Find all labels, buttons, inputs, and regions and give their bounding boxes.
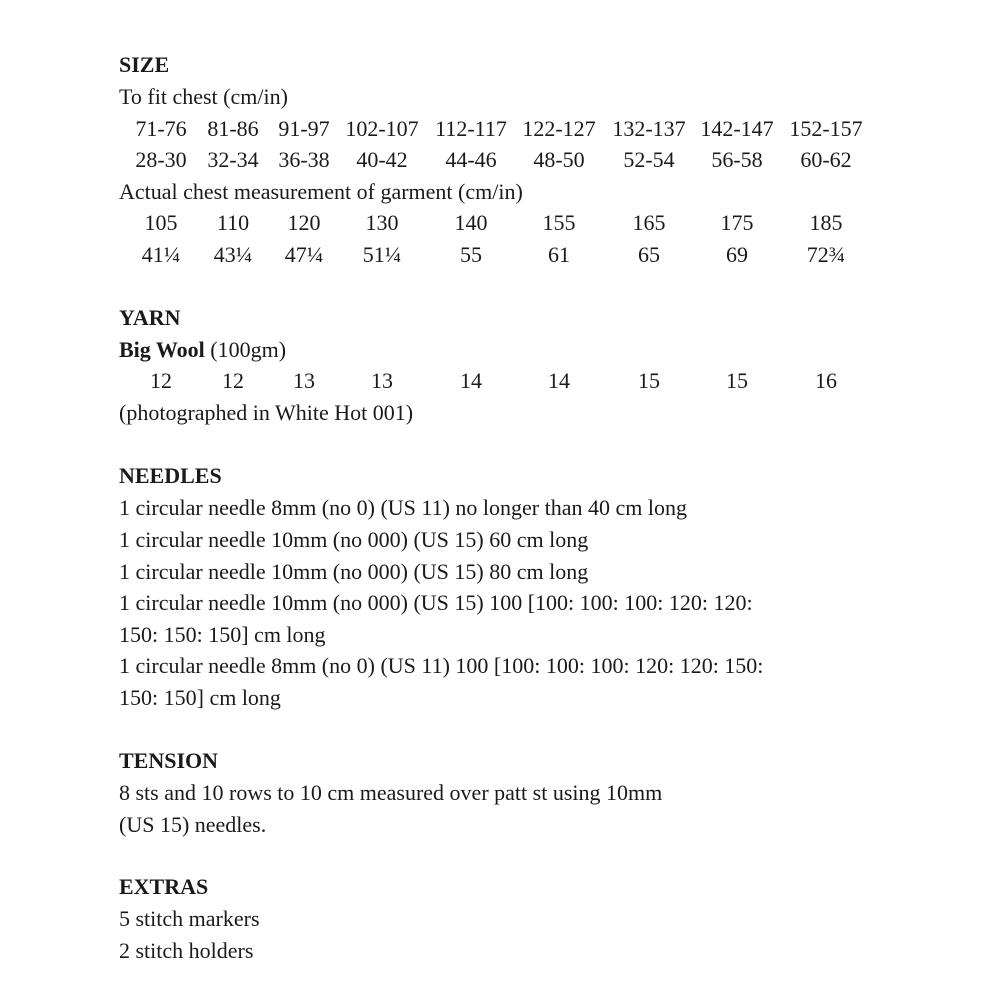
yarn-quantity-row (0, 370, 1000, 396)
size-cell: 56-58 (711, 147, 763, 172)
size-cell: 32-34 (207, 147, 259, 172)
size-cell: 12 (150, 368, 172, 393)
size-cell: 140 (454, 210, 488, 235)
size-cell: 13 (371, 368, 393, 393)
size-cell: 15 (726, 368, 748, 393)
needle-line: 1 circular needle 10mm (no 000) (US 15) 80 cm long (119, 559, 589, 584)
size-cell: 130 (365, 210, 399, 235)
size-cell: 102-107 (345, 116, 419, 141)
actual-chest-cm-row (0, 212, 1000, 238)
size-cell: 14 (460, 368, 482, 393)
needle-line: 1 circular needle 10mm (no 000) (US 15) 100 [100: 100: 100: 120: 120: (119, 590, 753, 615)
size-cell: 13 (293, 368, 315, 393)
size-cell: 69 (726, 242, 748, 267)
size-cell: 152-157 (789, 116, 863, 141)
size-cell: 91-97 (278, 116, 330, 141)
tension-line: 8 sts and 10 rows to 10 cm measured over patt st using 10mm (119, 780, 663, 805)
size-cell: 165 (632, 210, 666, 235)
size-cell: 15 (638, 368, 660, 393)
size-cell: 60-62 (800, 147, 852, 172)
size-cell: 122-127 (522, 116, 596, 141)
size-cell: 48-50 (533, 147, 585, 172)
size-cell: 175 (720, 210, 754, 235)
size-cell: 155 (542, 210, 576, 235)
size-cell: 14 (548, 368, 570, 393)
size-cell: 40-42 (356, 147, 408, 172)
size-cell: 12 (222, 368, 244, 393)
yarn-name-line (119, 339, 286, 361)
size-cell: 47¼ (284, 242, 324, 267)
tension-heading: TENSION (119, 748, 219, 773)
size-cell: 44-46 (445, 147, 497, 172)
size-cell: 81-86 (207, 116, 259, 141)
size-cell: 120 (287, 210, 321, 235)
extras-line: 2 stitch holders (119, 938, 254, 963)
size-cell: 28-30 (135, 147, 187, 172)
yarn-weight: (100gm) (204, 337, 287, 362)
actual-chest-in-row (0, 244, 1000, 270)
size-cell: 65 (638, 242, 660, 267)
actual-chest-label: Actual chest measurement of garment (cm/in) (119, 179, 523, 204)
size-cell: 72¾ (806, 242, 846, 267)
size-cell: 41¼ (141, 242, 181, 267)
size-cell: 71-76 (135, 116, 187, 141)
size-cell: 43¼ (213, 242, 253, 267)
size-cell: 142-147 (700, 116, 774, 141)
fit-chest-cm-row (0, 118, 1000, 144)
size-cell: 132-137 (612, 116, 686, 141)
size-cell: 105 (144, 210, 178, 235)
size-cell: 52-54 (623, 147, 675, 172)
yarn-note: (photographed in White Hot 001) (119, 400, 414, 425)
extras-heading: EXTRAS (119, 874, 209, 899)
needle-line: 1 circular needle 8mm (no 0) (US 11) 100 [100: 100: 100: 120: 120: 150: (119, 653, 764, 678)
size-cell: 51¼ (362, 242, 402, 267)
needle-line: 150: 150] cm long (119, 685, 281, 710)
size-cell: 55 (460, 242, 482, 267)
size-cell: 185 (809, 210, 843, 235)
yarn-heading: YARN (119, 305, 181, 330)
needle-line: 1 circular needle 10mm (no 000) (US 15) 60 cm long (119, 527, 589, 552)
size-heading: SIZE (119, 52, 170, 77)
fit-chest-in-row (0, 149, 1000, 175)
size-cell: 36-38 (278, 147, 330, 172)
extras-line: 5 stitch markers (119, 906, 260, 931)
tension-line: (US 15) needles. (119, 812, 267, 837)
needles-heading: NEEDLES (119, 463, 222, 488)
yarn-name: Big Wool (119, 337, 205, 362)
needle-line: 1 circular needle 8mm (no 0) (US 11) no longer than 40 cm long (119, 495, 687, 520)
size-cell: 16 (815, 368, 837, 393)
size-cell: 61 (548, 242, 570, 267)
size-cell: 112-117 (435, 116, 507, 141)
fit-chest-label: To fit chest (cm/in) (119, 84, 288, 109)
size-cell: 110 (216, 210, 250, 235)
needle-line: 150: 150: 150] cm long (119, 622, 326, 647)
